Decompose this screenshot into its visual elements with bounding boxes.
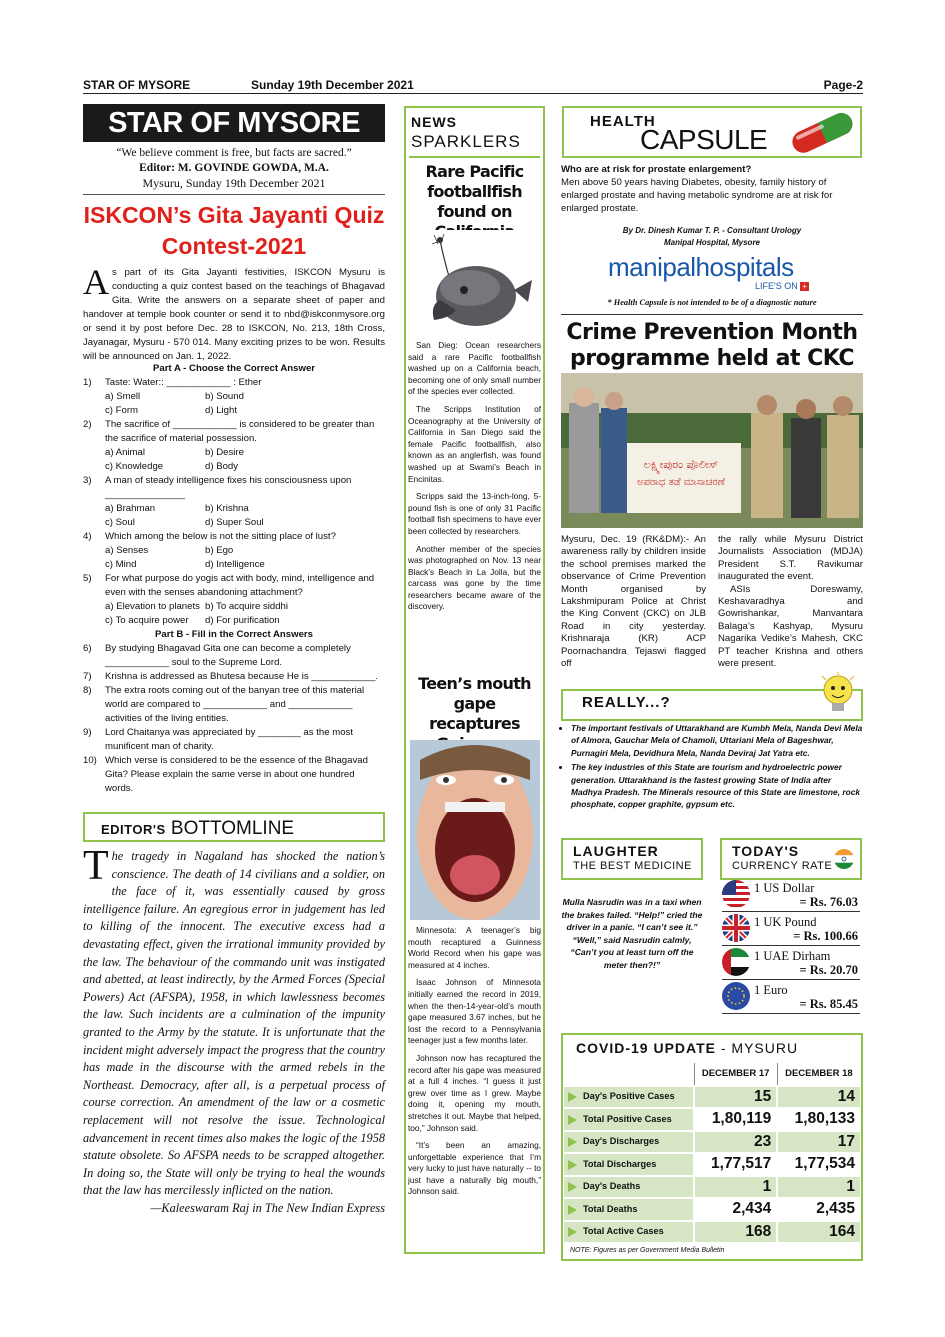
question-text: Taste: Water:: ____________ : Ether: [105, 377, 262, 388]
triangle-icon: [568, 1092, 577, 1102]
page-header: [83, 76, 863, 94]
option: a) Animal: [105, 447, 145, 458]
question-number: 10): [83, 755, 97, 766]
table-row: [564, 1176, 860, 1199]
quiz-question: [83, 376, 385, 390]
footballfish-story: [408, 340, 541, 619]
part-a-heading: Part A - Choose the Correct Answer: [152, 363, 316, 374]
row-label: [564, 1176, 694, 1199]
uk-flag-icon: [722, 914, 750, 942]
editorial-source: —Kaleeswaram Raj in The New Indian Express: [150, 1200, 385, 1215]
question-options: [83, 544, 385, 572]
option: a) Smell: [105, 391, 141, 402]
editor-line: Editor: M. GOVINDE GOWDA, M.A.: [139, 162, 329, 174]
divider: [561, 314, 863, 315]
health-title: HEALTH: [590, 113, 656, 130]
story-paragraph: Minnesota: A teenager’s big mouth recaptured a Guinness World Record when his gape was measured at 4 inches.: [408, 925, 541, 970]
covid-rows: [564, 1086, 860, 1244]
story-paragraph: Another member of the species was photographed on Nov. 13 near Black’s Beach in La Jolla, but the carcass was gone by the time researchers became aware of the discovery.: [408, 543, 541, 612]
eu-flag-icon: [722, 982, 750, 1010]
triangle-icon: [568, 1182, 577, 1192]
quiz-question: [83, 474, 385, 502]
question-number: 5): [83, 573, 92, 584]
row-label-text: Day's Discharges: [583, 1136, 660, 1147]
currency-subtitle: CURRENCY RATE: [732, 860, 833, 872]
value-dec18: 2,435: [777, 1198, 860, 1221]
story-paragraph: Johnson now has recaptured the record after his gape was measured at a full 4 inches. “I guess it just grew over time as I grew. Maybe doing it, opening my mouth, stretches it out. Maybe that helped, too,” Johnson said.: [408, 1052, 541, 1133]
table-row: [564, 1153, 860, 1176]
value-dec17: 1,77,517: [694, 1153, 777, 1176]
option: d) Intelligence: [205, 559, 265, 570]
value-dec17: 2,434: [694, 1198, 777, 1221]
tagline-text: LIFE'S ON: [755, 281, 798, 291]
question-number: 7): [83, 671, 92, 682]
crime-rally-photo: [561, 373, 863, 528]
manipal-logo: manipalhospitals: [608, 252, 794, 282]
value-dec17: 1: [694, 1176, 777, 1199]
part-a-questions: [83, 376, 385, 628]
currency-value: = Rs. 20.70: [799, 963, 858, 977]
story-paragraph: “It’s been an amazing, unforgettable experience that I’m very lucky to just have naturally -- to just have a naturally big mouth,” Johnson said.: [408, 1140, 541, 1197]
question-number: 8): [83, 685, 92, 696]
currency-row: [722, 914, 860, 946]
really-title: REALLY...?: [582, 694, 671, 711]
option: a) Elevation to planets: [105, 601, 200, 612]
table-row: [564, 1221, 860, 1244]
question-text: The extra roots coming out of the banyan tree of this material world are compared to ____________ and ____________ activities of the living entities.: [105, 685, 365, 724]
svg-text:ಲಕ್ಷ್ಮೀಪುರಂ ಪೊಲೀಸ್: ಲಕ್ಷ್ಮೀಪುರಂ ಪೊಲೀಸ್: [643, 458, 719, 471]
laughter-title: LAUGHTER: [573, 843, 659, 859]
option: d) Body: [205, 461, 239, 472]
row-label-text: Day's Deaths: [583, 1181, 641, 1192]
question-text: A man of steady intelligence fixes his consciousness upon _______________: [105, 475, 352, 500]
option: c) Soul: [105, 517, 135, 528]
laughter-subtitle: THE BEST MEDICINE: [573, 860, 692, 872]
row-label: [564, 1198, 694, 1221]
option: d) Light: [205, 405, 237, 416]
question-text: By studying Bhagavad Gita one can become a completely ____________ soul to the Supreme Lord.: [105, 643, 351, 668]
row-label: [564, 1221, 694, 1244]
row-label-text: Total Active Cases: [583, 1226, 664, 1237]
option: a) Senses: [105, 545, 149, 556]
table-row: [564, 1108, 860, 1131]
option: b) Desire: [205, 447, 244, 458]
row-label-text: Total Positive Cases: [583, 1113, 672, 1124]
quiz-question: [83, 754, 385, 796]
table-corner: [564, 1063, 694, 1086]
label-small: EDITOR'S: [101, 822, 166, 837]
teen-mouth-headline: Teen’s mouth gape recaptures: [418, 674, 531, 733]
value-dec18: 14: [777, 1086, 860, 1109]
editors-bottomline-header: [83, 812, 385, 842]
page-number: Page-2: [823, 78, 863, 92]
question-number: 2): [83, 419, 92, 430]
india-flag-icon: [833, 848, 855, 870]
fact-item: • The important festivals of Uttarakhand are Kumbh Mela, Nanda Devi Mela of Almora, Gauchar Mela of Chamoli, Uttariani Mela of Bageshwar, Purnagiri Mela, Devidhura Mela, Nanda Deviraj Jat Yatra etc.: [571, 722, 863, 759]
currency-value: = Rs. 76.03: [799, 895, 858, 909]
dropcap: T: [83, 843, 109, 889]
option: b) Ego: [205, 545, 234, 556]
question-number: 4): [83, 531, 92, 542]
table-row: [564, 1131, 860, 1154]
triangle-icon: [568, 1160, 577, 1170]
value-dec17: 1,80,119: [694, 1108, 777, 1131]
triangle-icon: [568, 1115, 577, 1125]
label-big: BOTTOMLINE: [170, 818, 295, 839]
quiz: [83, 362, 385, 796]
iskcon-intro: [83, 262, 385, 364]
us-flag-icon: [722, 880, 750, 908]
value-dec17: 168: [694, 1221, 777, 1244]
health-answer: Men above 50 years having Diabetes, obesity, family history of enlarged prostate and having metabolic syndrome are at risk for enlarged prostate.: [561, 177, 833, 214]
currency-value: = Rs. 85.45: [799, 997, 858, 1011]
col-dec17: DECEMBER 17: [694, 1063, 777, 1086]
question-options: [83, 502, 385, 530]
story-paragraph: The Scripps Institution of Oceanography at the University of California in San Diego said the female Pacific footballfish, also known as an anglerfish, was found washed up at Swami’s Beach in Encinitas.: [408, 403, 541, 484]
paper-name: STAR OF MYSORE: [83, 78, 191, 92]
row-label-text: Total Deaths: [583, 1203, 638, 1214]
health-question: Who are at risk for prostate enlargement?: [561, 164, 752, 175]
crime-para-2: ASIs Doreswamy, Keshavaradhya and Gowrishankar, Manvantara Balaga’s Kashyap, Mysuru Nagarika Vedike’s Mahesh, CKC PT teacher Krishna and others were present.: [718, 583, 863, 670]
bulb-icon: [818, 672, 858, 720]
dateline: Mysuru, Sunday 19th December 2021: [142, 176, 326, 190]
question-text: Krishna is addressed as Bhutesa because He is ____________.: [105, 671, 379, 682]
currency-row: [722, 880, 860, 912]
byline-doctor: By Dr. Dinesh Kumar T. P. - Consultant Urology: [622, 226, 802, 235]
option: b) Krishna: [205, 503, 249, 514]
quiz-question: [83, 684, 385, 726]
uae-flag-icon: [722, 948, 750, 976]
question-number: 9): [83, 727, 92, 738]
question-number: 6): [83, 643, 92, 654]
option: b) Sound: [205, 391, 244, 402]
question-options: [83, 600, 385, 628]
question-options: [83, 446, 385, 474]
value-dec18: 1,80,133: [777, 1108, 860, 1131]
covid-title-place: - MYSURU: [720, 1040, 799, 1056]
currency-row: [722, 948, 860, 980]
crime-para-1: the rally while Mysuru District Journalists Association (MDJA) President S.T. Ravikumar inaugurated the event.: [718, 534, 863, 583]
health-disclaimer: * Health Capsule is not intended to be of a diagnostic nature: [607, 298, 817, 307]
motto: “We believe comment is free, but facts are sacred.”: [116, 147, 352, 159]
news-title: NEWS: [411, 114, 457, 130]
health-byline: [561, 225, 863, 249]
question-text: The sacrifice of ____________ is considered to be greater than the sacrifice of material possession.: [105, 419, 375, 444]
row-label: [564, 1108, 694, 1131]
quiz-question: [83, 418, 385, 446]
question-text: For what purpose do yogis act with body, mind, intelligence and even with the senses abandoning attachment?: [105, 573, 375, 598]
option: c) To acquire power: [105, 615, 189, 626]
divider: [83, 194, 385, 195]
table-row: [564, 1198, 860, 1221]
currency-row: [722, 982, 860, 1014]
quiz-question: [83, 572, 385, 600]
crime-story-col2: [718, 534, 863, 670]
crime-story-col1: Mysuru, Dec. 19 (RK&DM):- An awareness rally by children inside the school premises marked the observance of Crime Prevention Month organised by Lakshmipuram Police at Christ the King Convent (CKC) on JLB Road in city yesterday. Krishnaraja (KR) ACP Poornachandra Tejaswi flagged off: [561, 534, 706, 670]
story-paragraph: San Dieg: Ocean researchers said a rare Pacific footballfish washed up on a California beach, becoming one of only small number of the species ever collected.: [408, 340, 541, 397]
plus-icon: +: [800, 282, 809, 291]
currency-name: 1 UAE Dirham: [754, 949, 831, 963]
question-number: 1): [83, 377, 92, 388]
currency-value: = Rs. 100.66: [793, 929, 858, 943]
teen-mouth-photo: [410, 740, 540, 920]
svg-text:ಅಪರಾಧ ತಡೆ ಮಾಸಾಚರಣೆ: ಅಪರಾಧ ತಡೆ ಮಾಸಾಚರಣೆ: [637, 477, 725, 488]
question-text: Which among the below is not the sitting place of lust?: [105, 531, 336, 542]
row-label: [564, 1153, 694, 1176]
value-dec18: 1,77,534: [777, 1153, 860, 1176]
currency-name: 1 Euro: [754, 983, 788, 997]
really-facts: [561, 722, 863, 813]
option: c) Knowledge: [105, 461, 164, 472]
covid-note: NOTE: Figures as per Government Media Bulletin: [570, 1247, 725, 1254]
currency-title: TODAY'S: [732, 843, 800, 859]
value-dec17: 23: [694, 1131, 777, 1154]
editorial-body: [83, 843, 385, 1217]
triangle-icon: [568, 1205, 577, 1215]
story-paragraph: Scripps said the 13-inch-long, 5-pound fish is one of only 31 Pacific football fish specimens to have ever been collected by researchers.: [408, 491, 541, 536]
health-content: [561, 163, 863, 215]
capsule-icon: [782, 108, 862, 156]
option: c) Form: [105, 405, 139, 416]
intro-text: s part of its Gita Jayanti festivities, ISKCON Mysuru is conducting a quiz contest based on the teachings of Bhagavad Gita. Write the answers on a separate sheet of paper and handover at temple book counter or send it to nbd@iskconmysore.org or send it by post before Dec. 28 to ISKCON, No. 213, 18th Cross, Jayanagar, Mysuru - 570 014. Many exciting prizes to be won. Results will be announced on Jan. 1, 2022.: [83, 267, 385, 362]
value-dec18: 17: [777, 1131, 860, 1154]
currency-name: 1 UK Pound: [754, 915, 817, 929]
option: b) To acquire siddhi: [205, 601, 289, 612]
row-label: [564, 1086, 694, 1109]
fact-item: • The key industries of this State are tourism and hydroelectric power generation. Uttarakhand is the fastest growing State of India after Madhya Pradesh. The Minerals resource of this State are limestone, rock phosphate, copper graphite, gypsum etc.: [571, 761, 863, 811]
news-subtitle: SPARKLERS: [411, 132, 521, 151]
currency-name: 1 US Dollar: [754, 881, 815, 895]
covid-title-bold: COVID-19 UPDATE: [576, 1040, 716, 1056]
part-b-heading: Part B - Fill in the Correct Answers: [155, 629, 313, 640]
issue-date: Sunday 19th December 2021: [251, 78, 414, 92]
row-label-text: Day's Positive Cases: [583, 1091, 675, 1102]
quiz-question: [83, 530, 385, 544]
covid-title: [576, 1040, 798, 1056]
masthead-title: STAR OF MYSORE: [83, 104, 385, 142]
question-text: Which verse is considered to be the essence of the Bhagavad Gita? Please explain the same verse in about one hundred words.: [105, 755, 368, 794]
dropcap: A: [83, 262, 109, 302]
triangle-icon: [568, 1137, 577, 1147]
byline-hospital: Manipal Hospital, Mysore: [663, 238, 761, 247]
col-dec18: DECEMBER 18: [777, 1063, 860, 1086]
table-row: [564, 1086, 860, 1109]
masthead-info: [83, 146, 385, 191]
capsule-title: CAPSULE: [640, 124, 768, 155]
value-dec18: 164: [777, 1221, 860, 1244]
divider: [409, 156, 540, 158]
option: d) Super Soul: [205, 517, 264, 528]
row-label: [564, 1131, 694, 1154]
row-label-text: Total Discharges: [583, 1158, 657, 1169]
part-b-questions: [83, 642, 385, 796]
teen-mouth-story: [408, 925, 541, 1204]
question-text: Lord Chaitanya was appreciated by ________ as the most munificent man of charity.: [105, 727, 353, 752]
covid-table: [564, 1063, 860, 1244]
crime-headline: Crime Prevention Month programme held at CKC: [566, 320, 858, 371]
iskcon-headline: ISKCON’s Gita Jayanti Quiz Contest-2021: [83, 202, 385, 259]
editorial-text: he tragedy in Nagaland has shocked the nation’s conscience. The death of 14 civilians and a soldier, on the face of it, was essentially caused by gross intelligence failure. An egregious error in judgement has led to killing of the innocent. The executive excess had a devastating effect, given the irrational immunity provided by the law. The behaviour of the commando unit was instigated and abetted, at least indirectly, by the Armed Forces (Special Powers) Act (AFSPA), 1958, in which lawlessness becomes the law. Such incidents are a culmination of the impunity granted to the Army by the statute. It is unfortunate that the incident might adversely impact the progress that the country has made in the discourse with the armed rebels in the Northeast. Democracy, after all, is a perpetual process of course correction. An amendment of the law or a cosmetic replacement will not resolve the issue. Technological advancement in recent times also makes the logic of the 1958 statute obsolete. So AFSPA needs to be scrapped altogether. In doing so, the State will only be trying to heal the wounds that the law has mercilessly inflicted on the nation.: [83, 849, 385, 1198]
quiz-question: [83, 642, 385, 670]
triangle-icon: [568, 1227, 577, 1237]
story-paragraph: Isaac Johnson of Minnesota initially earned the record in 2019, when the then-14-year-old’s mouth gape measured 3.67 inches, but he lost the record to a Pennsylvania teenager just a few months later.: [408, 977, 541, 1046]
option: c) Mind: [105, 559, 137, 570]
option: a) Brahman: [105, 503, 156, 514]
quiz-question: [83, 670, 385, 684]
value-dec17: 15: [694, 1086, 777, 1109]
question-number: 3): [83, 475, 92, 486]
value-dec18: 1: [777, 1176, 860, 1199]
option: d) For purification: [205, 615, 280, 626]
footballfish-headline: Rare Pacific footballfish found on: [425, 162, 524, 221]
joke-text: Mulla Nasrudin was in a taxi when the brakes failed. “Help!” cried the driver in a panic. “I can’t see it.” “Well,” said Nasrudin calmly, “Can’t you at least turn off the meter then?!”: [561, 897, 703, 970]
footballfish-photo: [410, 230, 538, 335]
manipal-tagline: [755, 281, 809, 291]
quiz-question: [83, 726, 385, 754]
question-options: [83, 390, 385, 418]
